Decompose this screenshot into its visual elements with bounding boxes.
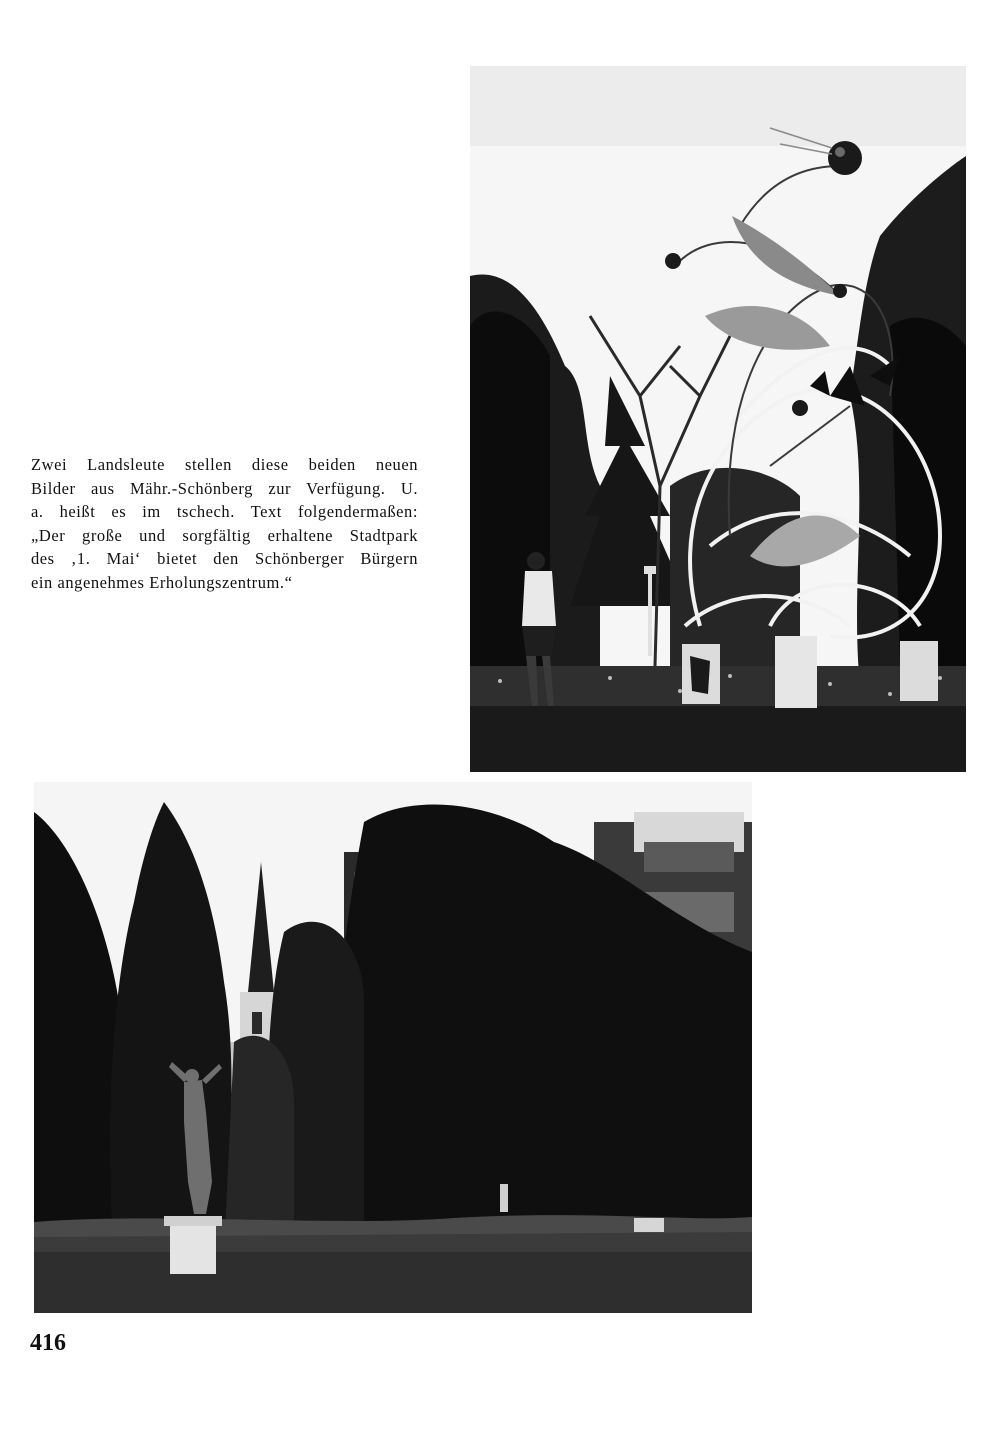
caption-line: Bilder aus Mähr.-Schönberg zur Verfügung. U. xyxy=(31,478,418,498)
caption-line: Zwei Landsleute stellen diese beiden neuen xyxy=(31,455,418,474)
caption-line: „Der große und sorgfältig erhaltene Stadtpark xyxy=(31,525,418,545)
sculpture-park-photo xyxy=(470,66,966,772)
city-park-church-photo xyxy=(34,782,752,1313)
caption-line: des ‚1. Mai‘ bietet den Schönberger Bürgern xyxy=(31,549,418,569)
caption-line: a. heißt es im tschech. Text folgendermaßen: xyxy=(31,502,418,522)
city-park-illustration xyxy=(34,782,752,1313)
caption-line: ein angenehmes Erholungszentrum.“ xyxy=(31,572,293,592)
sculpture-park-illustration xyxy=(470,66,966,772)
photo-caption xyxy=(31,453,418,595)
page-number: 416 xyxy=(30,1330,66,1356)
